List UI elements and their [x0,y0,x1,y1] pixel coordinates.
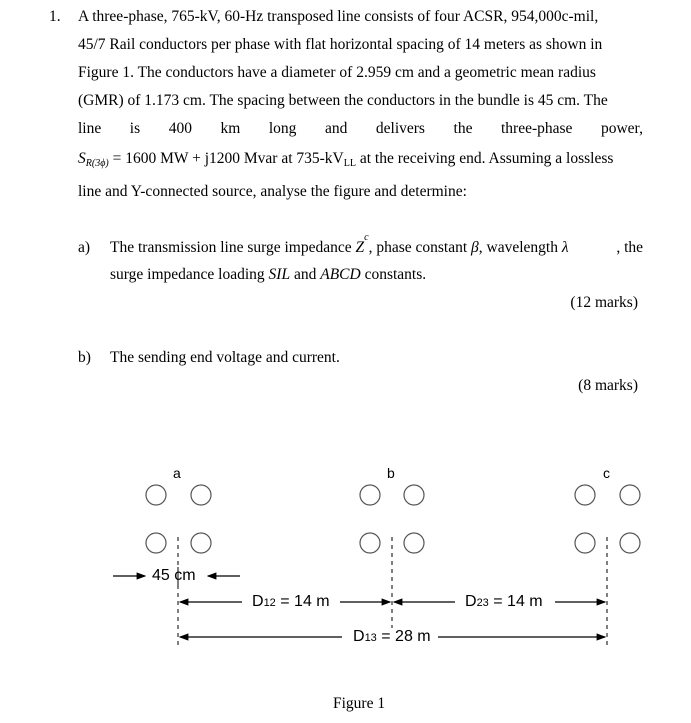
d23-value: = 14 m [488,593,543,610]
part-a-text: and [290,266,321,283]
conductor-b-1 [360,485,380,505]
d12-label [252,592,330,613]
word: three-phase [501,120,573,137]
question-line-1: A three-phase, 765-kV, 60-Hz transposed line consists of four ACSR, 954,000c-mil, [78,8,599,25]
conductor-c-4 [620,533,640,553]
d12-symbol: D [252,593,264,610]
part-b-text: The sending end voltage and current. [110,349,340,366]
word: 400 [168,120,192,137]
conductor-c-2 [620,485,640,505]
word: line [78,120,102,137]
part-a-text: constants. [360,266,427,283]
conductor-a-1 [146,485,166,505]
lambda-symbol: λ [561,239,569,256]
conductor-a-3 [146,533,166,553]
part-a-marks: (12 marks) [570,294,638,311]
d23-label [465,592,543,613]
word: km [220,120,241,137]
question-line-2: 45/7 Rail conductors per phase with flat horizontal spacing of 14 meters as shown in [78,36,603,53]
conductor-b-4 [404,533,424,553]
surge-impedance-subscript: c [364,232,369,243]
word: long [268,120,297,137]
phase-label-a: a [173,465,181,481]
power-subscript: R(3ϕ) [85,158,109,169]
d13-label [353,627,431,648]
part-a-text: The transmission line surge impedance [110,239,356,256]
conductor-b-2 [404,485,424,505]
phase-label-b: b [387,465,395,481]
word: the [453,120,473,137]
d13-symbol: D [353,628,365,645]
part-a-text: surge impedance loading [110,266,269,283]
word: power, [600,120,643,137]
conductor-c-1 [575,485,595,505]
part-a-text: , phase constant [368,239,472,256]
phase-label-c: c [603,465,610,481]
bundle-spacing-label: 45 cm [152,567,196,584]
d12-value: = 14 m [275,593,330,610]
d13-subscript: 13 [364,632,377,644]
conductor-a-2 [191,485,211,505]
sil-symbol: SIL [268,266,291,283]
conductor-a-4 [191,533,211,553]
question-line-6-rest: at the receiving end. Assuming a lossless [355,150,614,167]
question-line-7: line and Y-connected source, analyse the figure and determine: [78,183,467,200]
part-b-marks: (8 marks) [578,377,638,394]
d23-symbol: D [465,593,477,610]
word: is [129,120,141,137]
part-a-label: a) [78,239,91,256]
word: delivers [375,120,425,137]
abcd-symbol: ABCD [320,266,361,283]
part-a-text: , the [616,239,643,256]
line-to-line-subscript: LL [343,158,356,169]
power-equation: = 1600 MW + j1200 Mvar at 735-kV [112,150,344,167]
part-b-label: b) [78,349,91,366]
part-a-text: , wavelength [478,239,562,256]
d13-value: = 28 m [376,628,431,645]
question-line-4: (GMR) of 1.173 cm. The spacing between the conductors in the bundle is 45 cm. The [78,92,608,109]
figure-caption: Figure 1 [333,695,386,712]
question-line-3: Figure 1. The conductors have a diameter of 2.959 cm and a geometric mean radius [78,64,596,81]
beta-symbol: β [471,239,479,256]
surge-impedance-symbol: Z [355,239,365,256]
power-symbol: S [78,150,86,167]
conductor-b-3 [360,533,380,553]
word: and [324,120,348,137]
d23-subscript: 23 [476,597,489,609]
conductor-c-3 [575,533,595,553]
d12-subscript: 12 [263,597,276,609]
question-number: 1. [49,8,61,25]
